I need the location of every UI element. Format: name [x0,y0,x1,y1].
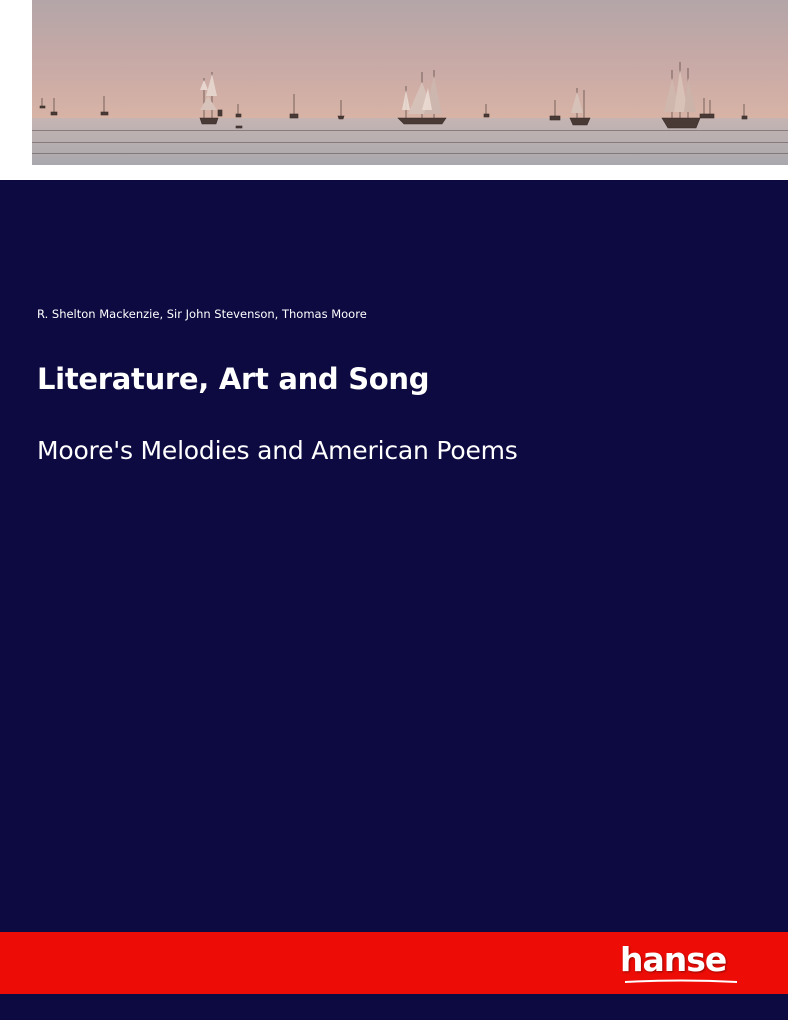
book-authors: R. Shelton Mackenzie, Sir John Stevenson, Thomas Moore [37,307,367,321]
bottom-band [0,994,788,1020]
book-title: Literature, Art and Song [37,362,430,396]
logo-swoosh-icon [625,979,737,983]
cover-panel [0,180,788,932]
top-white-band [0,0,788,180]
publisher-logo: hanse [620,940,727,979]
book-subtitle: Moore's Melodies and American Poems [37,436,518,465]
publisher-band [0,932,788,994]
cover-photo-tall-ships [32,0,788,165]
